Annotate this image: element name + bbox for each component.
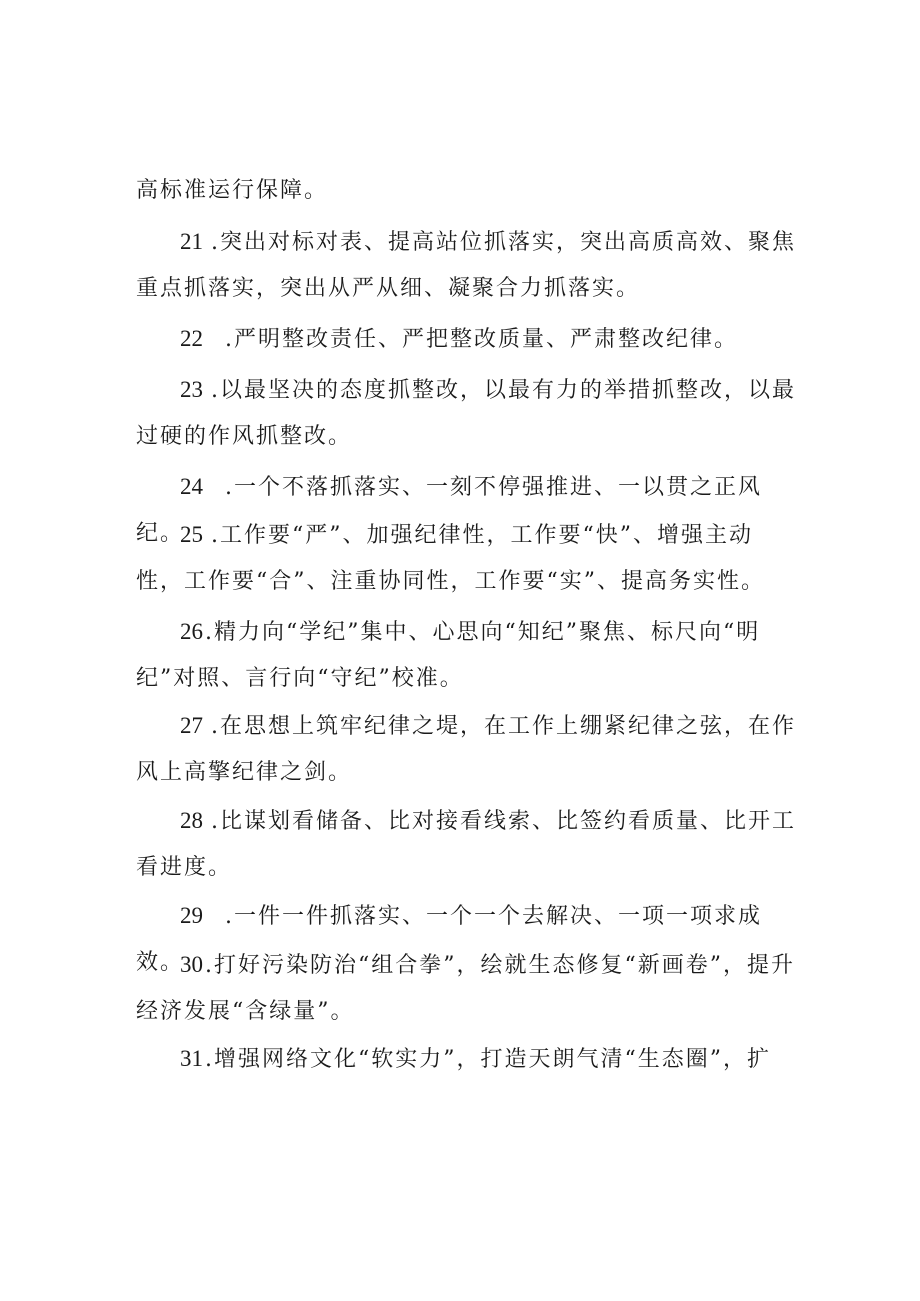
paragraph-21	[136, 219, 796, 312]
paragraph-number: 24	[180, 474, 203, 499]
paragraph-number: 31	[180, 1046, 203, 1071]
paragraph-text: .在思想上筑牢纪律之堤，在工作上绷紧纪律之弦，在作风上高擎纪律之剑。	[136, 714, 796, 785]
paragraph-25	[136, 512, 796, 605]
paragraph-number: 26	[180, 619, 203, 644]
paragraph-number: 28	[180, 808, 203, 833]
paragraph-31	[136, 1036, 796, 1083]
paragraph-text: .一件一件抓落实、一个一个去解决、一项一项求成效。	[136, 904, 762, 975]
paragraph-number: 30	[180, 952, 203, 977]
paragraph-text: .比谋划看储备、比对接看线索、比签约看质量、比开工看进度。	[136, 809, 796, 880]
paragraph-number: 21	[180, 229, 203, 254]
paragraph-text: .打好污染防治“组合拳”，绘就生态修复“新画卷”，提升经济发展“含绿量”。	[136, 953, 795, 1024]
paragraph-number: 23	[180, 377, 203, 402]
paragraph-number: 27	[180, 713, 203, 738]
paragraph-text: .以最坚决的态度抓整改，以最有力的举措抓整改，以最过硬的作风抓整改。	[136, 378, 796, 449]
paragraph-text: .一个不落抓落实、一刻不停强推进、一以贯之正风纪。	[136, 475, 762, 546]
paragraph-text: .突出对标对表、提高站位抓落实，突出高质高效、聚焦重点抓落实，突出从严从细、凝聚合力抓落实。	[136, 230, 796, 301]
paragraph-number: 29	[180, 903, 203, 928]
paragraph-text: .增强网络文化“软实力”，打造天朗气清“生态圈”，扩	[205, 1047, 771, 1072]
paragraph-number: 25	[180, 522, 203, 547]
paragraph-continuation	[136, 168, 796, 214]
paragraph-30	[136, 942, 796, 1035]
paragraph-number: 22	[180, 326, 203, 351]
paragraph-text: 高标准运行保障。	[136, 178, 329, 203]
paragraph-text: .严明整改责任、严把整改质量、严肃整改纪律。	[225, 327, 738, 352]
paragraph-26	[136, 609, 796, 702]
paragraph-text: .精力向“学纪”集中、心思向“知纪”聚焦、标尺向“明纪”对照、言行向“守纪”校准。	[136, 620, 761, 691]
paragraph-28	[136, 798, 796, 891]
paragraph-27	[136, 703, 796, 796]
paragraph-22	[136, 316, 796, 363]
paragraph-text: .工作要“严”、加强纪律性，工作要“快”、增强主动性，工作要“合”、注重协同性，工作要“实”、提高务实性。	[136, 523, 765, 594]
paragraph-23	[136, 367, 796, 460]
